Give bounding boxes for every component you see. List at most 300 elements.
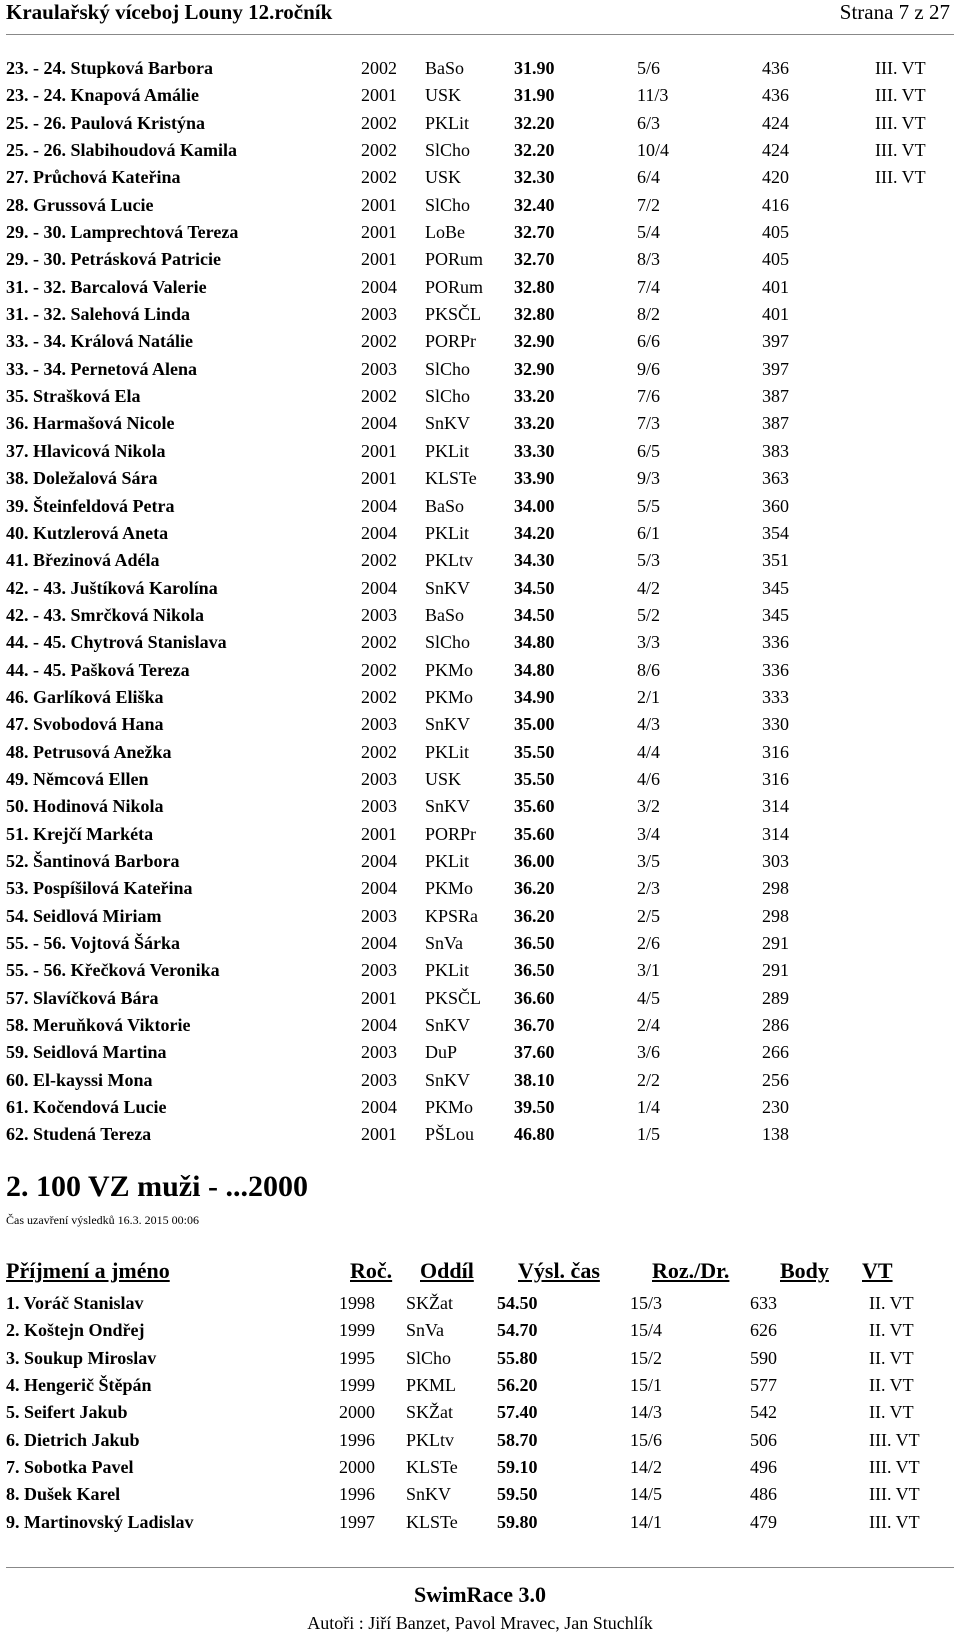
points: 298 [762, 905, 789, 926]
result-time: 54.70 [497, 1320, 538, 1341]
table-row [0, 602, 960, 629]
result-time: 54.50 [497, 1293, 538, 1313]
table-row [0, 328, 960, 355]
athlete-name: 2. Koštejn Ondřej [6, 1320, 145, 1341]
performance-class: III. VT [869, 1457, 920, 1478]
club-code: SnKV [425, 577, 471, 598]
birth-year: 2003 [361, 1069, 397, 1090]
points: 486 [750, 1484, 777, 1505]
club-code: KLSTe [425, 468, 477, 489]
points: 542 [750, 1402, 777, 1423]
birth-year: 1997 [339, 1511, 375, 1532]
club-code: SlCho [425, 358, 471, 379]
column-header-time: Výsl. čas [518, 1258, 600, 1283]
table-row [0, 1039, 960, 1066]
athlete-name: 44. - 45. Pašková Tereza [6, 659, 190, 680]
heat-lane: 2/3 [637, 878, 661, 899]
birth-year: 2002 [361, 167, 397, 188]
birth-year: 2001 [361, 1124, 397, 1145]
club-code: SlCho [425, 632, 471, 653]
club-code: KLSTe [406, 1511, 458, 1532]
club-code: SnVa [425, 933, 464, 953]
club-code: PORum [425, 276, 484, 297]
birth-year: 2003 [361, 604, 397, 625]
performance-class: III. VT [875, 58, 926, 78]
table-row [0, 547, 960, 574]
birth-year: 2003 [361, 304, 397, 325]
birth-year: 2004 [361, 413, 397, 434]
athlete-name: 6. Dietrich Jakub [6, 1429, 140, 1450]
heat-lane: 7/3 [637, 413, 661, 434]
result-time: 36.00 [514, 850, 555, 871]
result-time: 32.70 [514, 249, 555, 270]
heat-lane: 1/4 [637, 1097, 661, 1118]
heat-lane: 10/4 [637, 140, 670, 161]
athlete-name: 44. - 45. Chytrová Stanislava [6, 632, 227, 653]
points: 360 [762, 495, 789, 516]
points: 286 [762, 1015, 789, 1036]
heat-lane: 9/3 [637, 468, 661, 489]
athlete-name: 9. Martinovský Ladislav [6, 1511, 194, 1532]
birth-year: 2003 [361, 796, 397, 817]
table-row [0, 711, 960, 738]
result-time: 34.90 [514, 686, 555, 707]
results-table-previous [0, 55, 960, 1149]
table-row [0, 110, 960, 137]
points: 330 [762, 714, 789, 735]
heat-lane: 14/2 [630, 1457, 663, 1478]
birth-year: 1996 [339, 1484, 375, 1505]
table-row [0, 82, 960, 109]
club-code: BaSo [425, 604, 465, 625]
points: 420 [762, 167, 789, 188]
club-code: BaSo [425, 495, 465, 516]
club-code: PKLit [425, 522, 470, 543]
performance-class: III. VT [875, 85, 926, 106]
result-time: 33.90 [514, 468, 555, 489]
points: 336 [762, 659, 789, 680]
table-row [0, 1121, 960, 1148]
performance-class: II. VT [869, 1347, 914, 1368]
heat-lane: 2/1 [637, 686, 661, 707]
table-row [0, 1399, 960, 1426]
points: 333 [762, 686, 789, 707]
result-time: 32.80 [514, 276, 555, 297]
footer-divider [6, 1567, 954, 1568]
athlete-name: 3. Soukup Miroslav [6, 1347, 157, 1368]
result-time: 59.80 [497, 1511, 538, 1532]
birth-year: 2001 [361, 222, 397, 243]
column-header-club: Oddíl [420, 1258, 474, 1283]
club-code: PKMo [425, 659, 474, 680]
column-header-name: Příjmení a jméno [6, 1258, 170, 1283]
table-row [0, 575, 960, 602]
result-time: 32.90 [514, 358, 555, 379]
points: 397 [762, 331, 789, 352]
table-row [0, 793, 960, 820]
club-code: SnKV [425, 796, 471, 817]
points: 633 [750, 1293, 777, 1313]
table-row [0, 1509, 960, 1536]
table-row [0, 493, 960, 520]
heat-lane: 3/6 [637, 1042, 661, 1063]
table-row [0, 903, 960, 930]
results-table-men [0, 1290, 960, 1536]
athlete-name: 53. Pospíšilová Kateřina [6, 878, 193, 899]
club-code: PKSČL [425, 987, 482, 1008]
birth-year: 2004 [361, 276, 397, 297]
birth-year: 2003 [361, 714, 397, 735]
athlete-name: 54. Seidlová Miriam [6, 905, 162, 926]
points: 436 [762, 58, 789, 78]
birth-year: 2001 [361, 85, 397, 106]
table-row [0, 821, 960, 848]
heat-lane: 5/2 [637, 604, 661, 625]
points: 351 [762, 550, 789, 571]
points: 230 [762, 1097, 789, 1118]
table-row [0, 410, 960, 437]
athlete-name: 7. Sobotka Pavel [6, 1457, 134, 1478]
result-time: 34.30 [514, 550, 555, 571]
result-time: 31.90 [514, 85, 555, 106]
birth-year: 1999 [339, 1375, 375, 1396]
club-code: SlCho [425, 140, 471, 161]
heat-lane: 6/5 [637, 440, 661, 461]
performance-class: III. VT [875, 167, 926, 188]
club-code: PKLit [425, 112, 470, 133]
athlete-name: 55. - 56. Křečková Veronika [6, 960, 220, 981]
club-code: PKLtv [406, 1429, 455, 1450]
heat-lane: 8/2 [637, 304, 661, 325]
result-time: 34.50 [514, 577, 555, 598]
table-row [0, 356, 960, 383]
athlete-name: 23. - 24. Stupková Barbora [6, 58, 214, 78]
heat-lane: 5/4 [637, 222, 661, 243]
athlete-name: 60. El-kayssi Mona [6, 1069, 153, 1090]
birth-year: 1996 [339, 1429, 375, 1450]
heat-lane: 15/4 [630, 1320, 663, 1341]
club-code: PKSČL [425, 304, 482, 325]
athlete-name: 58. Meruňková Viktorie [6, 1015, 191, 1036]
points: 138 [762, 1124, 789, 1145]
result-time: 36.50 [514, 960, 555, 981]
result-time: 32.40 [514, 194, 555, 215]
points: 387 [762, 413, 789, 434]
table-row [0, 985, 960, 1012]
points: 424 [762, 140, 789, 161]
birth-year: 2003 [361, 1042, 397, 1063]
table-row [0, 957, 960, 984]
table-row [0, 766, 960, 793]
club-code: SlCho [406, 1347, 452, 1368]
table-row [0, 930, 960, 957]
athlete-name: 8. Dušek Karel [6, 1484, 121, 1505]
athlete-name: 50. Hodinová Nikola [6, 796, 164, 817]
club-code: PKMo [425, 878, 474, 899]
club-code: SnKV [425, 1015, 471, 1036]
result-time: 33.20 [514, 413, 555, 434]
heat-lane: 3/2 [637, 796, 661, 817]
athlete-name: 52. Šantinová Barbora [6, 850, 180, 871]
result-time: 36.70 [514, 1015, 555, 1036]
heat-lane: 2/4 [637, 1015, 661, 1036]
performance-class: III. VT [875, 112, 926, 133]
birth-year: 2003 [361, 905, 397, 926]
birth-year: 2000 [339, 1457, 375, 1478]
table-row [0, 274, 960, 301]
club-code: SnVa [406, 1320, 445, 1341]
birth-year: 2003 [361, 358, 397, 379]
club-code: PŠLou [425, 1124, 475, 1145]
athlete-name: 38. Doležalová Sára [6, 468, 158, 489]
club-code: SlCho [425, 194, 471, 215]
table-row [0, 383, 960, 410]
table-row [0, 1345, 960, 1372]
page-header [6, 0, 950, 30]
birth-year: 2002 [361, 741, 397, 762]
club-code: USK [425, 768, 462, 789]
athlete-name: 42. - 43. Smrčková Nikola [6, 604, 204, 625]
table-row [0, 1372, 960, 1399]
points: 256 [762, 1069, 789, 1090]
club-code: PKML [406, 1375, 457, 1396]
performance-class: III. VT [869, 1511, 920, 1532]
athlete-name: 46. Garlíková Eliška [6, 686, 164, 707]
birth-year: 2004 [361, 522, 397, 543]
club-code: PORPr [425, 331, 477, 352]
athlete-name: 33. - 34. Králová Natálie [6, 331, 193, 352]
points: 345 [762, 604, 789, 625]
result-time: 46.80 [514, 1124, 555, 1145]
birth-year: 2002 [361, 550, 397, 571]
athlete-name: 35. Strašková Ela [6, 386, 141, 407]
athlete-name: 29. - 30. Petrásková Patricie [6, 249, 221, 270]
performance-class: II. VT [869, 1320, 914, 1341]
heat-lane: 4/5 [637, 987, 661, 1008]
birth-year: 2004 [361, 850, 397, 871]
table-header [0, 1258, 960, 1288]
result-time: 32.30 [514, 167, 555, 188]
birth-year: 2002 [361, 659, 397, 680]
birth-year: 2002 [361, 112, 397, 133]
table-row [0, 629, 960, 656]
heat-lane: 14/1 [630, 1511, 663, 1532]
heat-lane: 7/4 [637, 276, 661, 297]
table-row [0, 1094, 960, 1121]
points: 298 [762, 878, 789, 899]
birth-year: 1998 [339, 1293, 375, 1313]
table-row [0, 301, 960, 328]
athlete-name: 5. Seifert Jakub [6, 1402, 128, 1423]
table-row [0, 192, 960, 219]
points: 266 [762, 1042, 789, 1063]
table-row [0, 1290, 960, 1317]
result-time: 35.50 [514, 768, 555, 789]
table-row [0, 1067, 960, 1094]
birth-year: 2000 [339, 1402, 375, 1423]
athlete-name: 55. - 56. Vojtová Šárka [6, 933, 181, 953]
birth-year: 2003 [361, 768, 397, 789]
heat-lane: 8/3 [637, 249, 661, 270]
club-code: DuP [425, 1042, 458, 1063]
athlete-name: 49. Němcová Ellen [6, 768, 149, 789]
athlete-name: 29. - 30. Lamprechtová Tereza [6, 222, 239, 243]
result-time: 57.40 [497, 1402, 538, 1423]
result-time: 36.20 [514, 878, 555, 899]
result-time: 34.20 [514, 522, 555, 543]
column-header-lane: Roz./Dr. [652, 1258, 730, 1283]
heat-lane: 2/6 [637, 933, 661, 953]
heat-lane: 15/3 [630, 1293, 663, 1313]
heat-lane: 4/3 [637, 714, 661, 735]
heat-lane: 3/5 [637, 850, 661, 871]
club-code: USK [425, 85, 462, 106]
birth-year: 2002 [361, 58, 397, 78]
club-code: PKMo [425, 1097, 474, 1118]
result-time: 38.10 [514, 1069, 555, 1090]
result-time: 33.20 [514, 386, 555, 407]
points: 436 [762, 85, 789, 106]
points: 496 [750, 1457, 777, 1478]
club-code: KPSRa [425, 905, 479, 926]
table-row [0, 684, 960, 711]
points: 314 [762, 796, 789, 817]
heat-lane: 4/4 [637, 741, 661, 762]
competition-title: Kraulařský víceboj Louny 12.ročník [6, 0, 333, 24]
result-time: 35.60 [514, 823, 555, 844]
result-time: 34.80 [514, 659, 555, 680]
points: 363 [762, 468, 789, 489]
birth-year: 2001 [361, 468, 397, 489]
birth-year: 2002 [361, 386, 397, 407]
heat-lane: 7/2 [637, 194, 661, 215]
result-time: 59.10 [497, 1457, 538, 1478]
points: 401 [762, 276, 789, 297]
club-code: PKLit [425, 960, 470, 981]
birth-year: 2002 [361, 331, 397, 352]
result-time: 36.20 [514, 905, 555, 926]
result-time: 32.20 [514, 140, 555, 161]
heat-lane: 5/6 [637, 58, 661, 78]
points: 626 [750, 1320, 777, 1341]
performance-class: III. VT [875, 140, 926, 161]
heat-lane: 6/4 [637, 167, 661, 188]
points: 303 [762, 850, 789, 871]
table-row [0, 657, 960, 684]
result-time: 32.20 [514, 112, 555, 133]
heat-lane: 6/3 [637, 112, 661, 133]
performance-class: III. VT [869, 1484, 920, 1505]
points: 354 [762, 522, 789, 543]
points: 289 [762, 987, 789, 1008]
table-row [0, 438, 960, 465]
athlete-name: 33. - 34. Pernetová Alena [6, 358, 197, 379]
table-row [0, 164, 960, 191]
athlete-name: 1. Voráč Stanislav [6, 1293, 144, 1313]
club-code: PKLit [425, 850, 470, 871]
column-header-points: Body [780, 1258, 829, 1283]
points: 405 [762, 222, 789, 243]
heat-lane: 14/3 [630, 1402, 663, 1423]
club-code: SKŽat [406, 1293, 453, 1313]
points: 336 [762, 632, 789, 653]
club-code: BaSo [425, 58, 465, 78]
heat-lane: 6/6 [637, 331, 661, 352]
points: 479 [750, 1511, 777, 1532]
heat-lane: 3/1 [637, 960, 661, 981]
athlete-name: 40. Kutzlerová Aneta [6, 522, 169, 543]
heat-lane: 15/2 [630, 1347, 663, 1368]
heat-lane: 9/6 [637, 358, 661, 379]
club-code: SnKV [425, 714, 471, 735]
athlete-name: 4. Hengerič Štěpán [6, 1375, 152, 1396]
points: 590 [750, 1347, 777, 1368]
header-divider [6, 34, 954, 35]
birth-year: 2004 [361, 933, 397, 953]
performance-class: II. VT [869, 1402, 914, 1423]
performance-class: II. VT [869, 1375, 914, 1396]
birth-year: 2004 [361, 1015, 397, 1036]
club-code: LoBe [425, 222, 465, 243]
table-row [0, 465, 960, 492]
athlete-name: 25. - 26. Slabihoudová Kamila [6, 140, 238, 161]
points: 383 [762, 440, 789, 461]
table-row [0, 55, 960, 82]
result-time: 34.80 [514, 632, 555, 653]
club-code: PKMo [425, 686, 474, 707]
club-code: SKŽat [406, 1402, 453, 1423]
birth-year: 2004 [361, 878, 397, 899]
software-name: SwimRace 3.0 [414, 1582, 546, 1607]
athlete-name: 57. Slavíčková Bára [6, 987, 159, 1008]
result-time: 35.00 [514, 714, 555, 735]
points: 577 [750, 1375, 777, 1396]
heat-lane: 1/5 [637, 1124, 661, 1145]
heat-lane: 7/6 [637, 386, 661, 407]
birth-year: 2001 [361, 194, 397, 215]
points: 405 [762, 249, 789, 270]
result-time: 31.90 [514, 58, 555, 78]
birth-year: 2002 [361, 686, 397, 707]
heat-lane: 2/2 [637, 1069, 661, 1090]
page-number: Strana 7 z 27 [839, 0, 950, 24]
athlete-name: 51. Krejčí Markéta [6, 823, 154, 844]
result-time: 36.60 [514, 987, 555, 1008]
birth-year: 2001 [361, 440, 397, 461]
results-closed-time: Čas uzavření výsledků 16.3. 2015 00:06 [6, 1213, 199, 1227]
result-time: 56.20 [497, 1375, 538, 1396]
result-time: 59.50 [497, 1484, 538, 1505]
club-code: PORPr [425, 823, 477, 844]
result-time: 58.70 [497, 1429, 538, 1450]
table-row [0, 1481, 960, 1508]
performance-class: III. VT [869, 1429, 920, 1450]
birth-year: 2002 [361, 140, 397, 161]
heat-lane: 8/6 [637, 659, 661, 680]
result-time: 36.50 [514, 933, 555, 953]
athlete-name: 47. Svobodová Hana [6, 714, 164, 735]
points: 401 [762, 304, 789, 325]
table-row [0, 1012, 960, 1039]
result-time: 32.90 [514, 331, 555, 352]
points: 316 [762, 741, 789, 762]
table-row [0, 246, 960, 273]
table-row [0, 137, 960, 164]
athlete-name: 25. - 26. Paulová Kristýna [6, 112, 206, 133]
birth-year: 1995 [339, 1347, 375, 1368]
column-header-vt: VT [862, 1258, 893, 1283]
athlete-name: 42. - 43. Juštíková Karolína [6, 577, 218, 598]
